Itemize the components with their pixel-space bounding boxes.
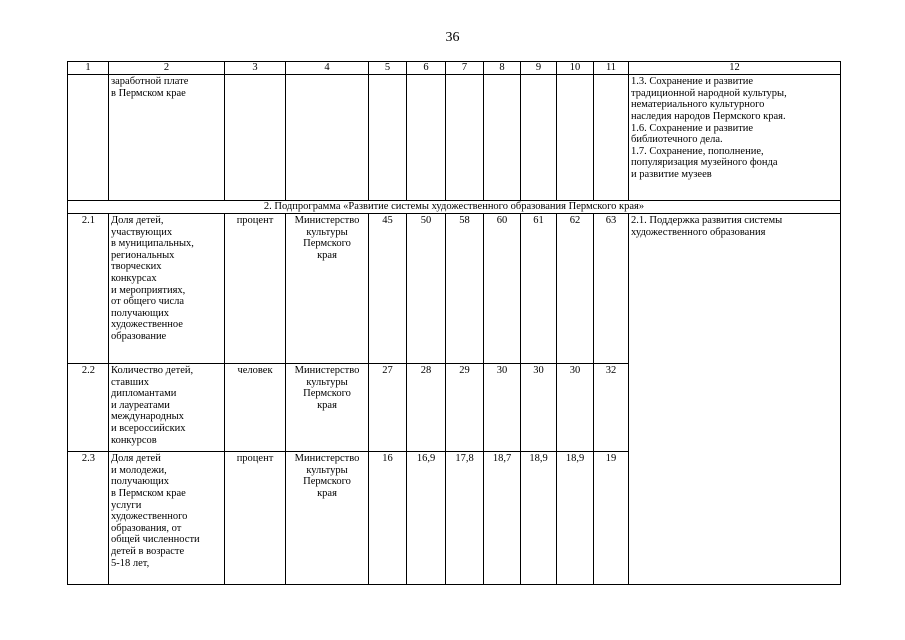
indicator-line: и молодежи, <box>111 464 167 476</box>
header-cell: 7 <box>446 62 484 75</box>
value-cell: 63 <box>594 214 629 364</box>
indicator-line: международных <box>111 411 184 423</box>
indicator-line: получающих <box>111 476 169 488</box>
empty-cell <box>446 75 484 201</box>
task-line: 1.6. Сохранение и развитие <box>631 122 754 134</box>
header-cell: 2 <box>109 62 225 75</box>
indicator-cell <box>109 452 225 585</box>
page-number: 36 <box>445 30 460 45</box>
indicator-line: и всероссийских <box>111 422 186 434</box>
indicator-line: Доля детей, <box>111 215 164 227</box>
indicator-line: художественное <box>111 319 183 331</box>
header-cell: 3 <box>225 62 286 75</box>
section-title: 2. Подпрограмма «Развитие системы художественного образования Пермского края» <box>68 200 841 213</box>
value-cell: 18,9 <box>557 452 594 585</box>
value-cell: 18,7 <box>484 452 521 585</box>
responsible-cell <box>286 364 369 452</box>
value-cell: 28 <box>407 364 446 452</box>
empty-cell <box>68 75 109 201</box>
value-cell: 30 <box>484 364 521 452</box>
header-row <box>68 62 841 75</box>
value-cell: 17,8 <box>446 452 484 585</box>
indicator-line: от общего числа <box>111 296 185 308</box>
empty-cell <box>225 75 286 201</box>
table-row <box>68 214 841 364</box>
responsible-line: культуры <box>306 464 348 476</box>
indicator-line: участвующих <box>111 226 173 238</box>
header-cell: 4 <box>286 62 369 75</box>
responsible-line: края <box>317 399 337 411</box>
indicator-line: региональных <box>111 249 175 261</box>
responsible-line: края <box>317 249 337 261</box>
indicator-line: услуги <box>111 499 142 511</box>
header-cell: 9 <box>521 62 557 75</box>
responsible-line: культуры <box>306 226 348 238</box>
value-cell: 30 <box>521 364 557 452</box>
indicator-cell <box>109 214 225 364</box>
value-cell: 19 <box>594 452 629 585</box>
header-cell: 11 <box>594 62 629 75</box>
value-cell: 16,9 <box>407 452 446 585</box>
indicator-line: творческих <box>111 261 162 273</box>
indicator-line: дипломантами <box>111 388 177 400</box>
row-number: 2.1 <box>68 214 109 364</box>
empty-cell <box>369 75 407 201</box>
responsible-line: Министерство <box>294 453 360 465</box>
value-cell: 27 <box>369 364 407 452</box>
indicators-table <box>67 61 841 585</box>
unit-cell: процент <box>225 214 286 364</box>
task-line: и развитие музеев <box>631 168 712 180</box>
responsible-line: Пермского <box>303 238 351 250</box>
empty-cell <box>557 75 594 201</box>
task-line: библиотечного дела. <box>631 134 723 146</box>
value-cell: 32 <box>594 364 629 452</box>
indicator-line: конкурсов <box>111 434 157 446</box>
value-cell: 18,9 <box>521 452 557 585</box>
indicator-line: Количество детей, <box>111 365 194 377</box>
value-cell: 58 <box>446 214 484 364</box>
responsible-line: Министерство <box>294 215 360 227</box>
indicator-line: в Пермском крае <box>111 487 186 499</box>
unit-cell: человек <box>225 364 286 452</box>
responsible-line: Министерство <box>294 365 360 377</box>
indicator-line: заработной плате <box>111 76 189 88</box>
task-line: 2.1. Поддержка развития системы <box>631 215 783 227</box>
header-cell: 12 <box>629 62 841 75</box>
empty-cell <box>521 75 557 201</box>
indicator-line: образование <box>111 330 167 342</box>
responsible-cell <box>286 214 369 364</box>
empty-cell <box>286 75 369 201</box>
task-line: нематериального культурного <box>631 99 765 111</box>
indicator-line: ставших <box>111 376 149 388</box>
header-cell: 5 <box>369 62 407 75</box>
responsible-cell <box>286 452 369 585</box>
indicator-line: конкурсах <box>111 272 157 284</box>
indicator-line: и мероприятиях, <box>111 284 186 296</box>
value-cell: 60 <box>484 214 521 364</box>
section-row <box>68 200 841 213</box>
empty-cell <box>484 75 521 201</box>
indicator-line: в муниципальных, <box>111 238 194 250</box>
task-line: 1.7. Сохранение, пополнение, <box>631 145 764 157</box>
empty-cell <box>594 75 629 201</box>
task-line: 1.3. Сохранение и развитие <box>631 76 754 88</box>
indicator-line: образования, от <box>111 522 182 534</box>
value-cell: 62 <box>557 214 594 364</box>
value-cell: 45 <box>369 214 407 364</box>
unit-cell: процент <box>225 452 286 585</box>
indicator-line: получающих <box>111 307 169 319</box>
value-cell: 61 <box>521 214 557 364</box>
value-cell: 50 <box>407 214 446 364</box>
value-cell: 30 <box>557 364 594 452</box>
indicator-line: художественного <box>111 511 188 523</box>
indicator-line: детей в возрасте <box>111 545 185 557</box>
row-number: 2.3 <box>68 452 109 585</box>
tasks-cell <box>629 214 841 585</box>
header-cell: 10 <box>557 62 594 75</box>
indicator-cell <box>109 364 225 452</box>
task-line: традиционной народной культуры, <box>631 87 787 99</box>
responsible-line: края <box>317 487 337 499</box>
task-line: наследия народов Пермского края. <box>631 110 786 122</box>
header-cell: 8 <box>484 62 521 75</box>
indicator-cell <box>109 75 225 201</box>
value-cell: 29 <box>446 364 484 452</box>
empty-cell <box>407 75 446 201</box>
responsible-line: Пермского <box>303 476 351 488</box>
responsible-line: Пермского <box>303 388 351 400</box>
indicator-line: в Пермском крае <box>111 87 186 99</box>
responsible-line: культуры <box>306 376 348 388</box>
task-line: художественного образования <box>631 226 766 238</box>
header-cell: 6 <box>407 62 446 75</box>
indicator-line: общей численности <box>111 534 200 546</box>
row-number: 2.2 <box>68 364 109 452</box>
indicator-line: и лауреатами <box>111 399 170 411</box>
value-cell: 16 <box>369 452 407 585</box>
indicator-line: Доля детей <box>111 453 161 465</box>
indicator-line: 5-18 лет, <box>111 557 150 569</box>
header-cell: 1 <box>68 62 109 75</box>
continuation-row <box>68 75 841 201</box>
task-line: популяризация музейного фонда <box>631 157 778 169</box>
tasks-cell <box>629 75 841 201</box>
